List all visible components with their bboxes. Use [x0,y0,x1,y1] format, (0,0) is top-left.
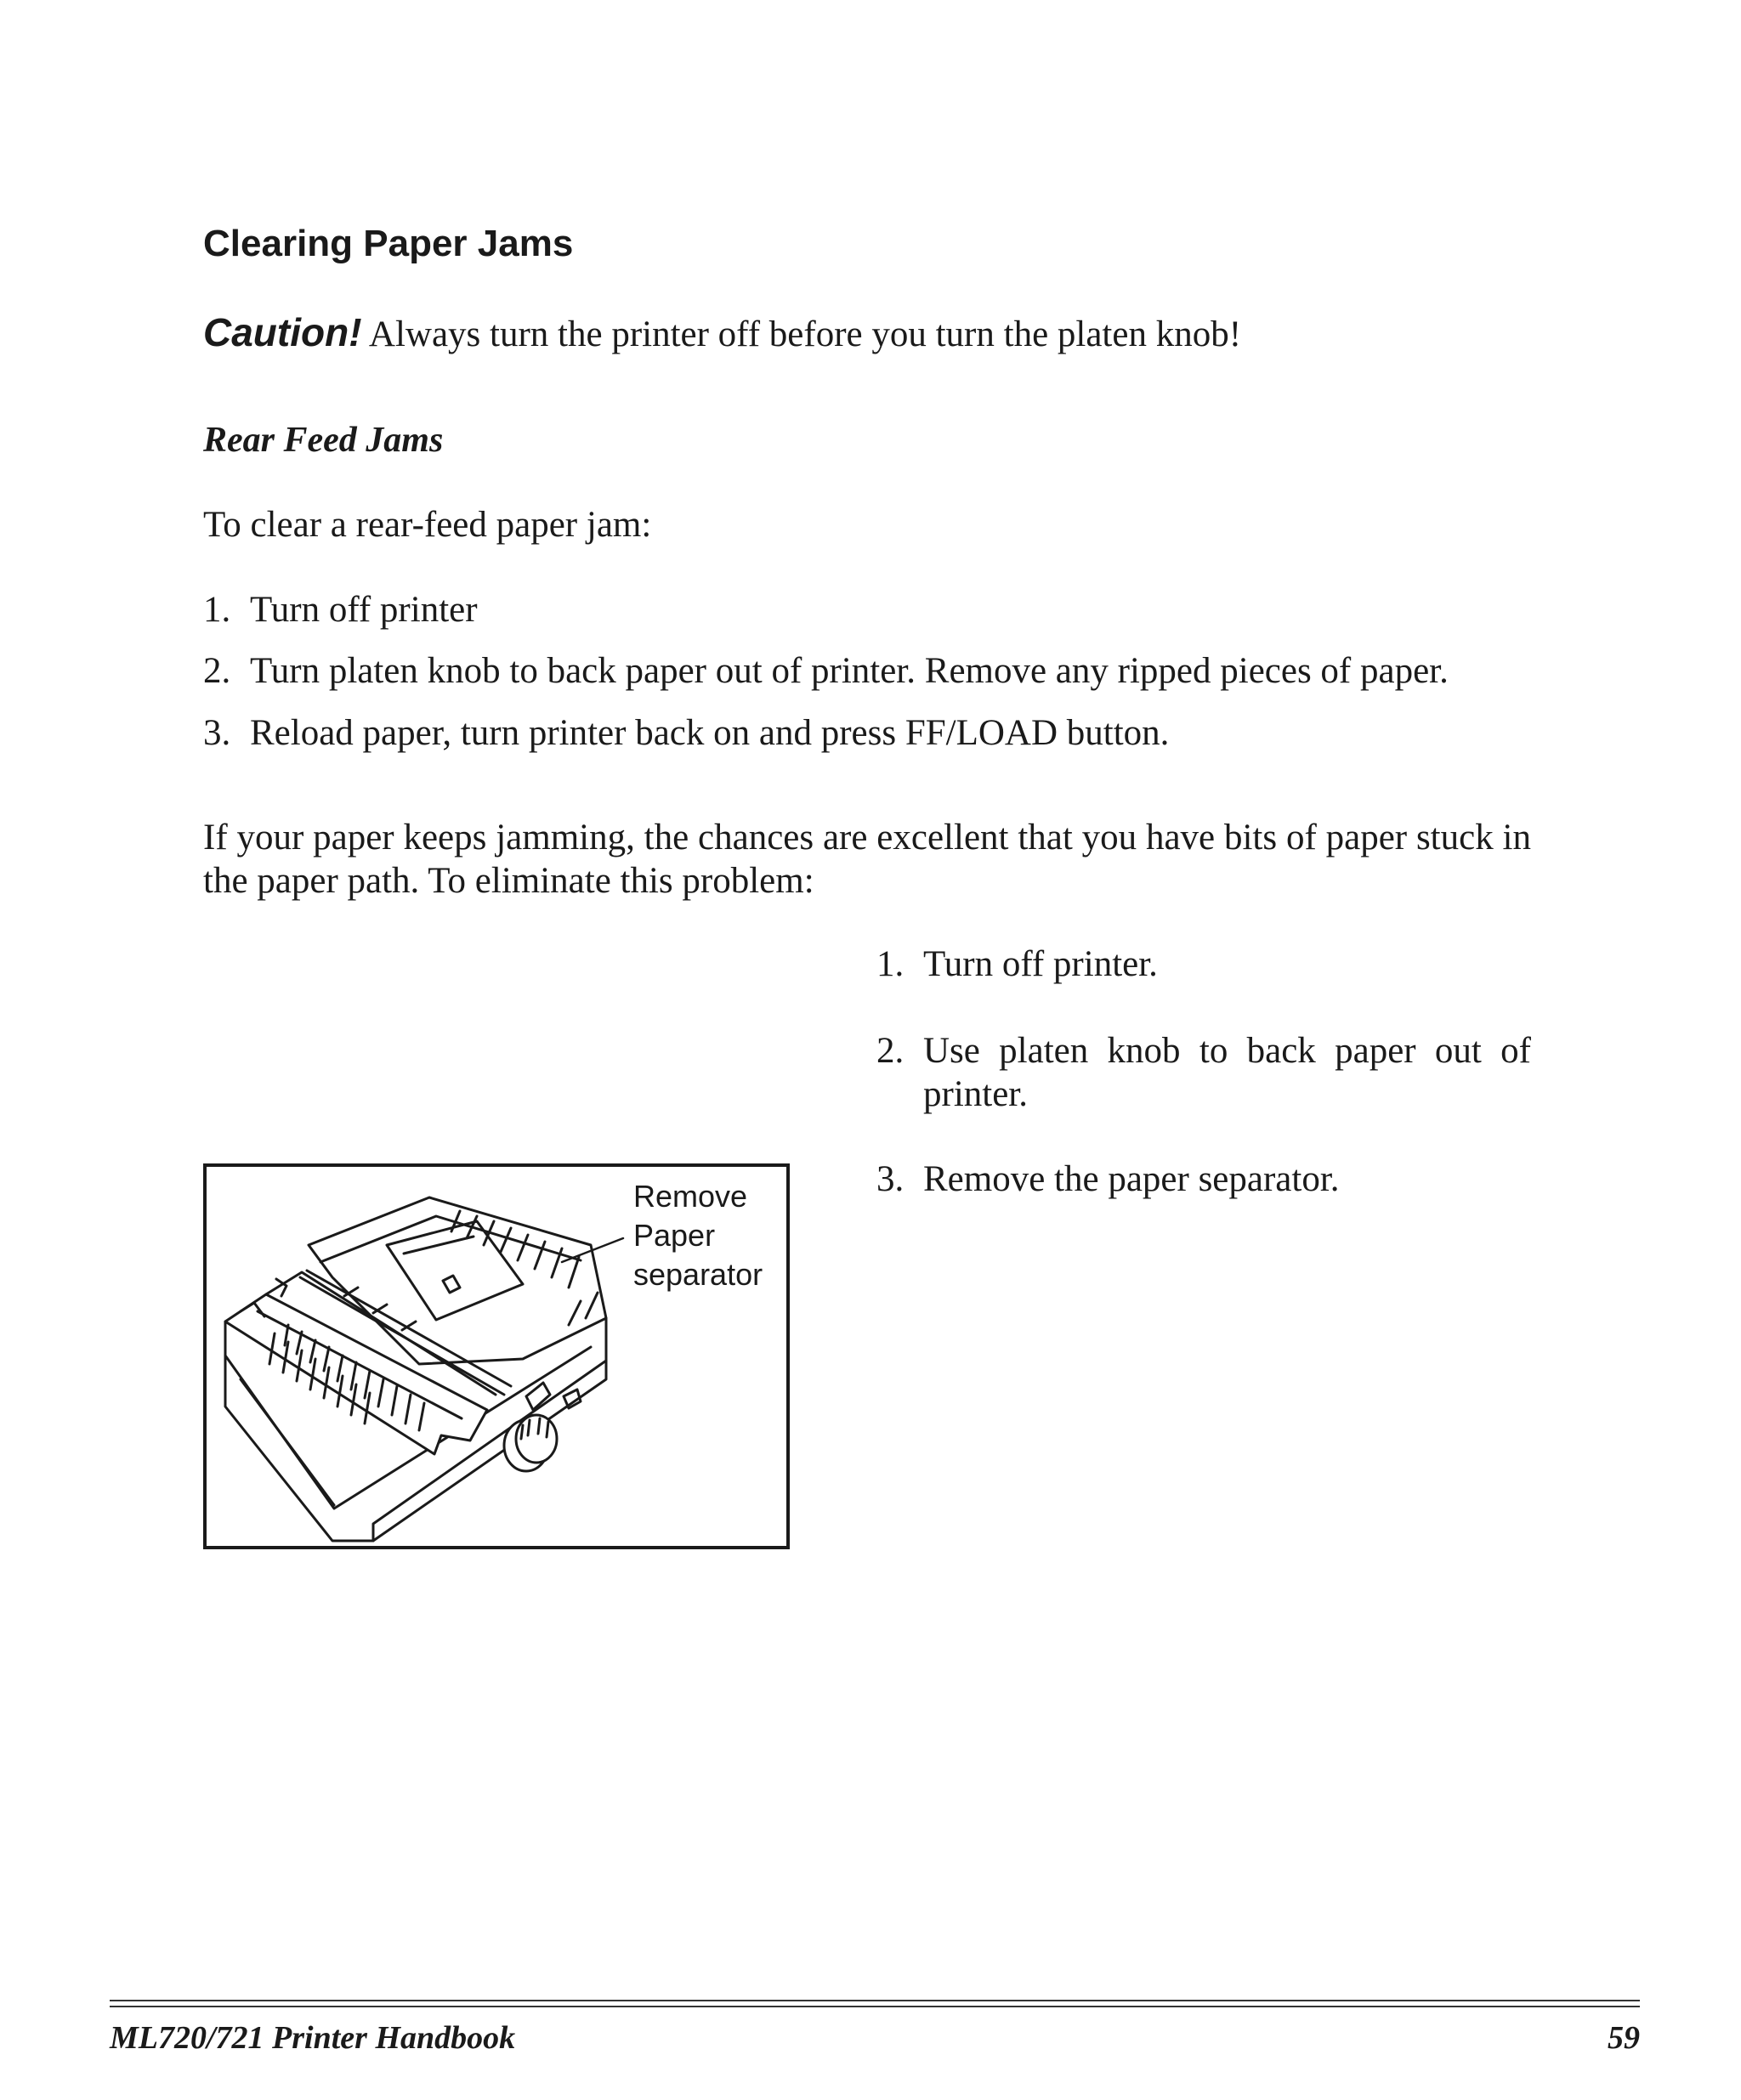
step-number: 2. [876,1031,905,1071]
figure-callout [633,1177,763,1294]
rear-feed-heading: Rear Feed Jams [203,421,444,460]
printer-figure [203,1163,790,1549]
step-number: 3. [876,1159,905,1199]
eliminate-step-1 [876,942,1531,993]
rear-feed-step-2 [203,650,1449,692]
page-number: 59 [1608,2020,1640,2056]
step-number: 3. [203,713,231,753]
step-text: Turn off printer. [923,944,1158,984]
callout-line: separator [633,1257,763,1292]
step-text: Turn platen knob to back paper out of printer. Remove any ripped pieces of paper. [250,651,1449,691]
footer-rule-top [110,2000,1640,2001]
rear-feed-step-1 [203,589,478,631]
section-heading: Clearing Paper Jams [203,223,574,264]
step-number: 1. [876,944,905,984]
eliminate-step-3 [876,1158,1531,1208]
rear-feed-intro: To clear a rear-feed paper jam: [203,505,652,545]
eliminate-step-2 [876,1029,1531,1123]
footer-rule-bottom [110,2006,1640,2007]
step-number: 2. [203,651,231,691]
caution-note [203,309,1241,355]
callout-line: Paper [633,1218,716,1253]
step-number: 1. [203,590,231,630]
caution-text: Always turn the printer off before you turn the platen knob! [361,314,1242,354]
step-text: Reload paper, turn printer back on and press FF/LOAD button. [250,713,1170,753]
step-text: Use platen knob to back paper out of printer. [923,1031,1531,1114]
callout-line: Remove [633,1179,748,1214]
caution-label: Caution! [203,310,362,354]
rear-feed-step-3 [203,712,1169,754]
jamming-paragraph: If your paper keeps jamming, the chances are excellent that you have bits of paper stuck in the paper path. To eliminate this problem: [203,818,1531,901]
step-text: Remove the paper separator. [923,1159,1340,1199]
step-text: Turn off printer [250,590,478,630]
footer-title: ML720/721 Printer Handbook [110,2020,516,2056]
